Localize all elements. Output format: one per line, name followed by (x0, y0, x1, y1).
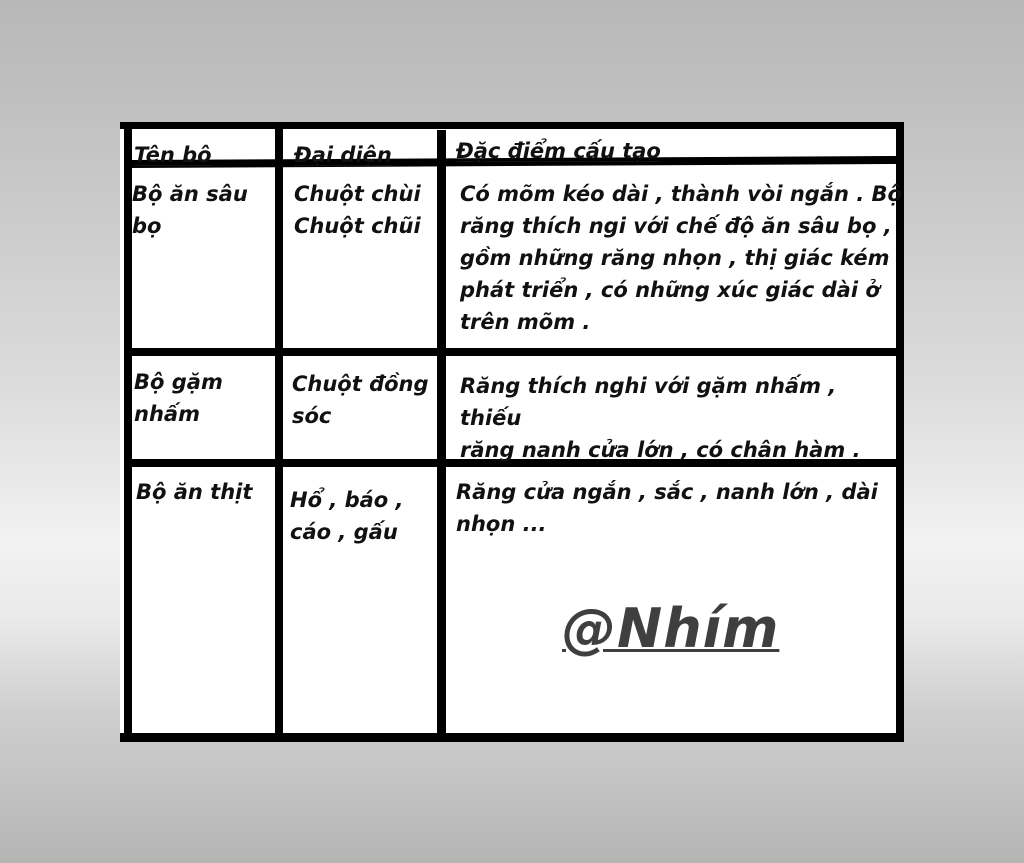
grid-line-col-1 (275, 122, 283, 742)
features-insectivores: Có mõm kéo dài , thành vòi ngắn . Bộ răng thích ngi với chế độ ăn sâu bọ , gồm những răng nhọn , thị giác kém phát triển , có những xúc giác dài ở trên mõm . (460, 182, 902, 334)
grid-line-top (120, 122, 904, 129)
representatives-rodents: Chuột đồng sóc (292, 372, 429, 428)
features-rodents: Răng thích nghi với gặm nhấm , thiếu răng nanh cửa lớn , có chân hàm . (460, 374, 861, 462)
representatives-carnivores: Hổ , báo , cáo , gấu (290, 488, 404, 544)
order-rodents: Bộ gặm nhấm (134, 370, 223, 426)
grid-line-row-1 (130, 348, 904, 356)
document-sheet (120, 122, 904, 742)
watermark-signature: @Nhím (562, 597, 780, 660)
grid-line-bottom (120, 733, 904, 742)
grid-line-col-2 (437, 130, 446, 742)
representatives-insectivores: Chuột chùi Chuột chũi (294, 182, 421, 238)
header-representatives: Đại diện (294, 143, 392, 167)
header-order: Tên bô (134, 143, 212, 167)
order-insectivores: Bộ ăn sâu bọ (132, 182, 248, 238)
grid-line-left (124, 122, 132, 742)
order-carnivores: Bộ ăn thịt (136, 480, 253, 504)
header-features: Đặc điểm cấu tạo (456, 139, 661, 163)
features-carnivores: Răng cửa ngắn , sắc , nanh lớn , dài nhọn ... (456, 480, 878, 536)
